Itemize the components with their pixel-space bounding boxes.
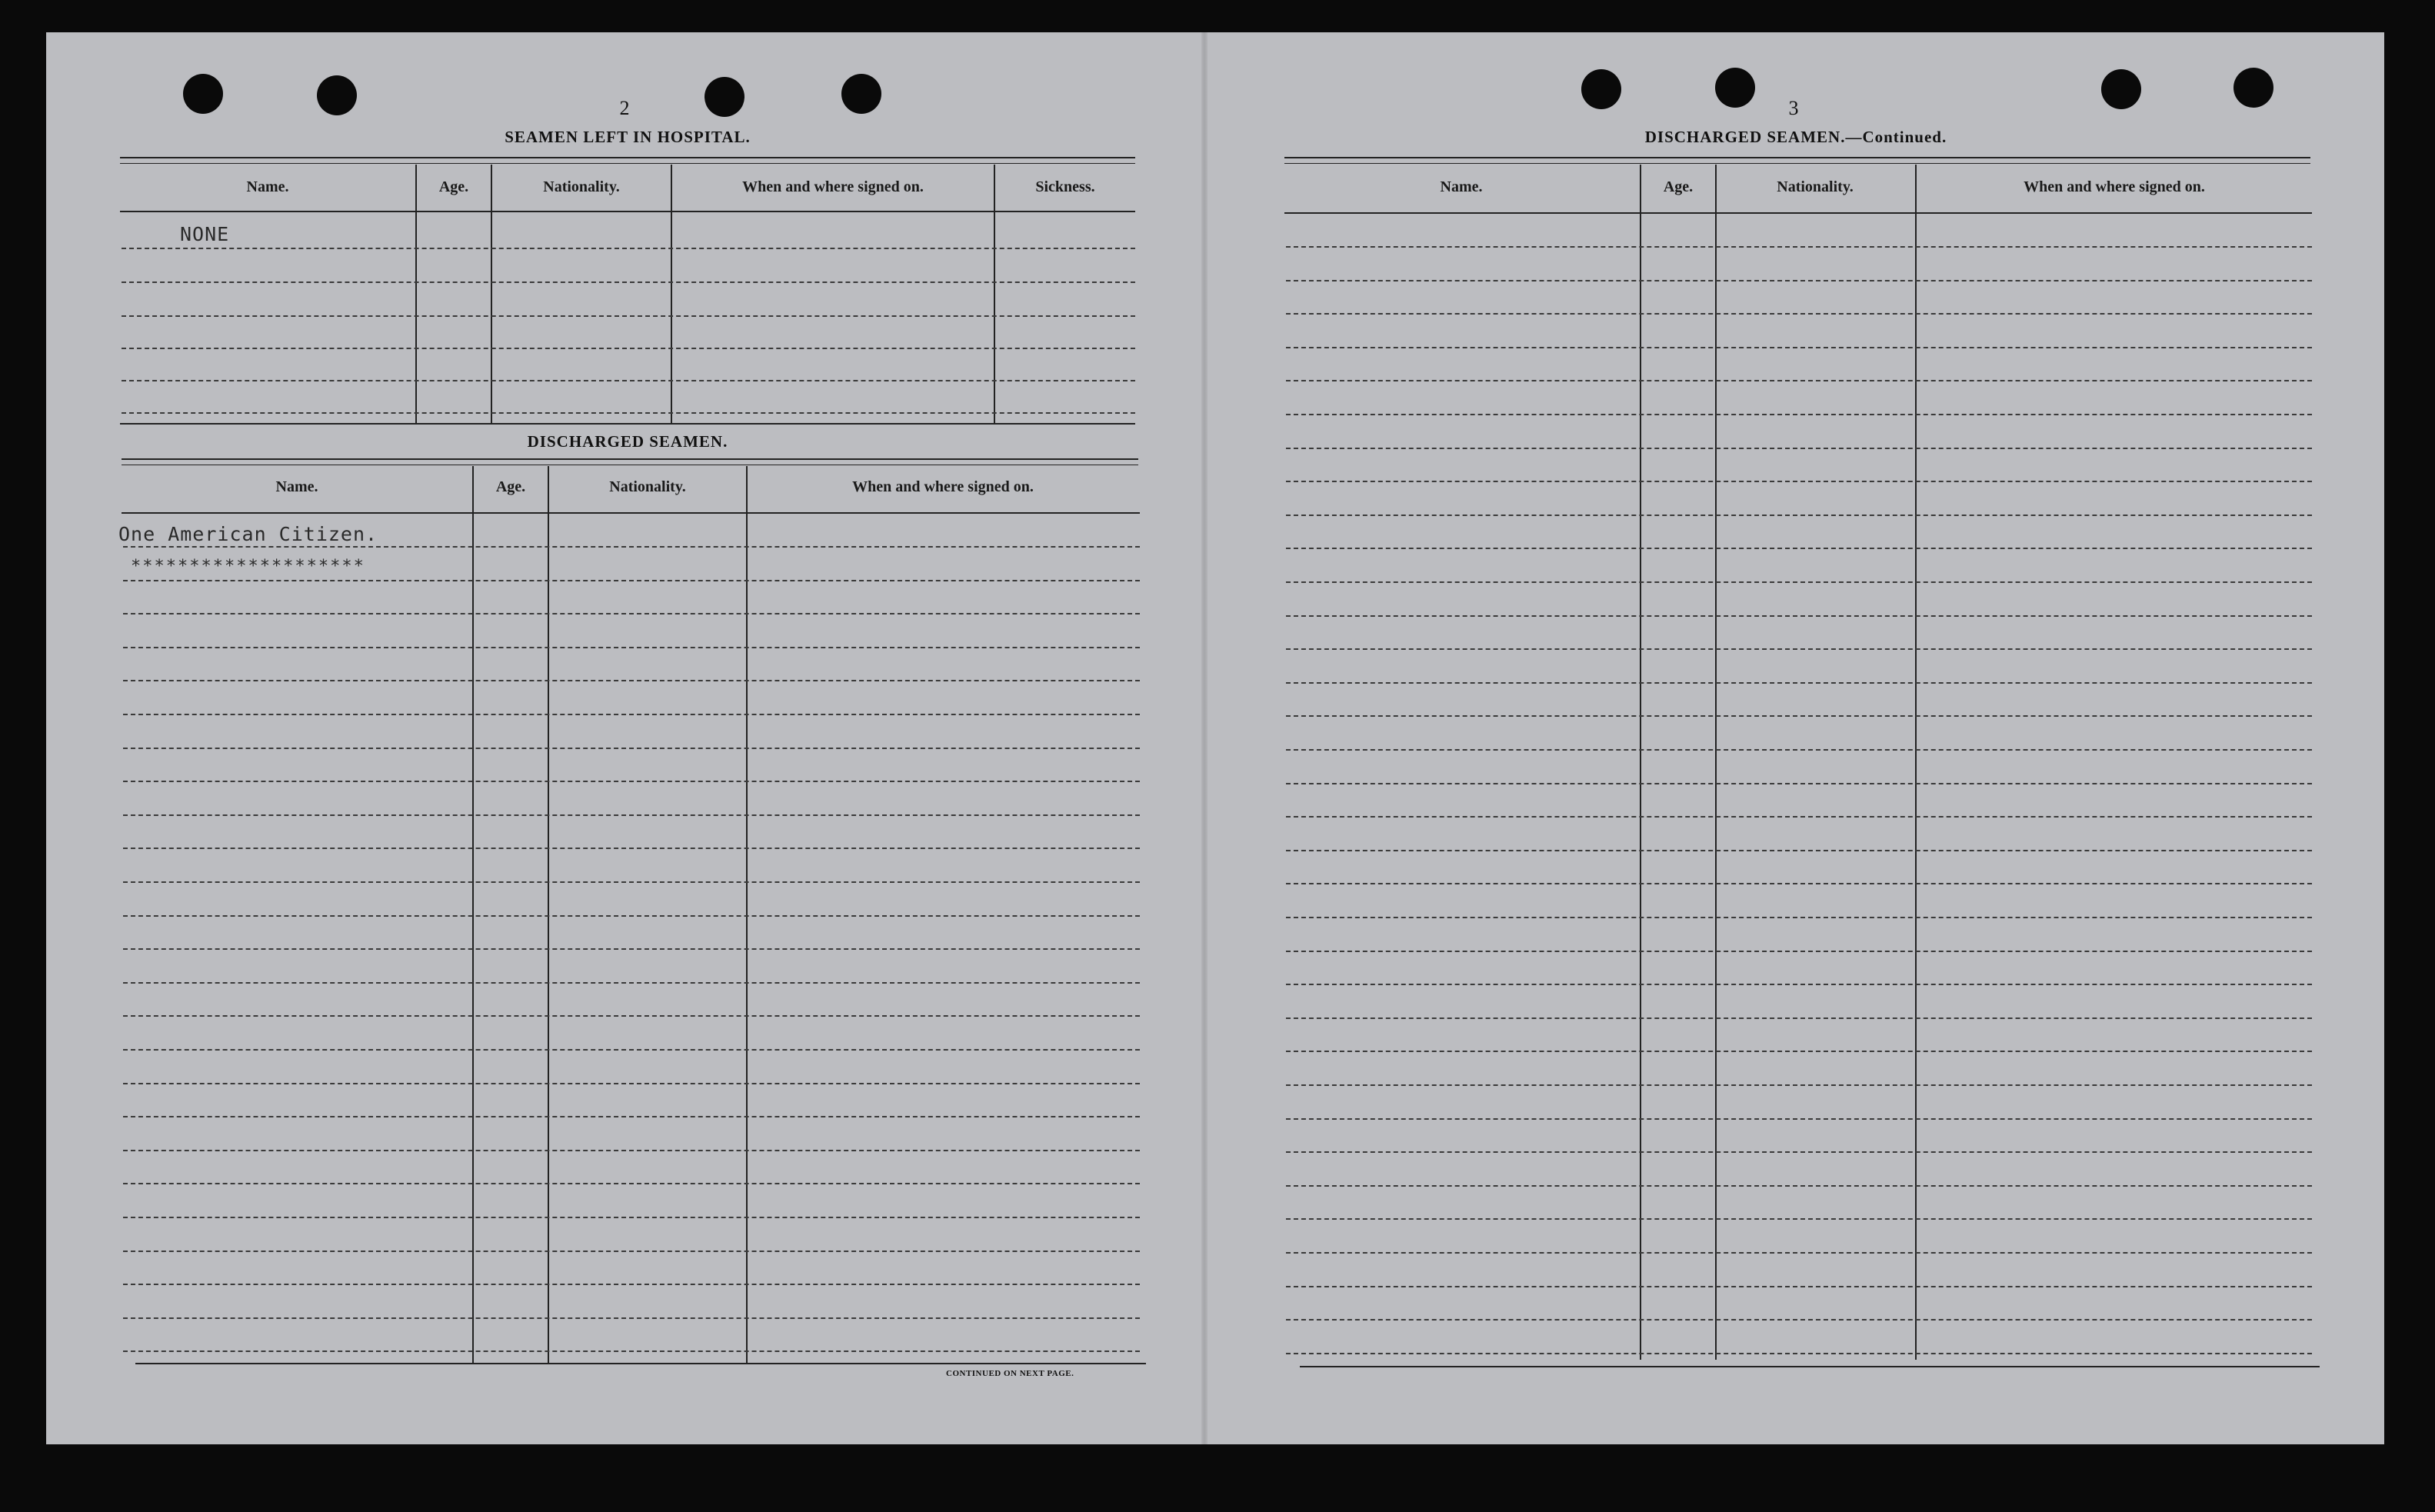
row-line bbox=[122, 380, 1135, 381]
row-line bbox=[123, 948, 1140, 950]
row-line bbox=[122, 248, 1135, 249]
column-divider bbox=[491, 165, 492, 423]
column-header-age: Age. bbox=[438, 178, 469, 195]
row-line bbox=[123, 1284, 1140, 1285]
row-line bbox=[1286, 715, 2312, 717]
row-line bbox=[1286, 850, 2312, 851]
column-header-nationality: Nationality. bbox=[1777, 178, 1854, 195]
row-line bbox=[123, 580, 1140, 581]
punch-hole bbox=[183, 74, 223, 114]
row-line bbox=[123, 748, 1140, 749]
row-line bbox=[123, 848, 1140, 849]
row-line bbox=[1286, 1185, 2312, 1187]
row-line bbox=[1286, 347, 2312, 348]
punch-hole bbox=[2233, 68, 2273, 108]
hospital-section-title: SEAMEN LEFT IN HOSPITAL. bbox=[505, 128, 751, 146]
row-line bbox=[1286, 682, 2312, 684]
row-line bbox=[123, 1217, 1140, 1218]
column-divider bbox=[1715, 165, 1717, 1360]
row-line bbox=[1286, 1017, 2312, 1019]
column-header-name: Name. bbox=[246, 178, 289, 195]
column-header-age: Age. bbox=[495, 478, 526, 495]
rule bbox=[1284, 157, 2310, 158]
row-line bbox=[1286, 951, 2312, 952]
column-header-name: Name. bbox=[1440, 178, 1483, 195]
column-divider bbox=[472, 466, 474, 1363]
punch-hole bbox=[1715, 68, 1755, 108]
row-line bbox=[123, 915, 1140, 917]
row-line bbox=[1286, 313, 2312, 315]
column-header-nationality: Nationality. bbox=[543, 178, 620, 195]
row-line bbox=[1286, 581, 2312, 583]
row-line bbox=[123, 1049, 1140, 1051]
row-line bbox=[1286, 481, 2312, 482]
row-line bbox=[1286, 749, 2312, 751]
rule bbox=[135, 1363, 1146, 1364]
row-line bbox=[1286, 1218, 2312, 1220]
row-line bbox=[1286, 1319, 2312, 1321]
discharged-entry-citizen: One American Citizen. bbox=[118, 523, 378, 545]
row-line bbox=[1286, 984, 2312, 985]
row-line bbox=[1286, 448, 2312, 449]
row-line bbox=[1286, 548, 2312, 549]
row-line bbox=[1286, 648, 2312, 650]
rule bbox=[122, 512, 1140, 514]
punch-hole bbox=[1581, 69, 1621, 109]
row-line bbox=[1286, 783, 2312, 784]
row-line bbox=[1286, 280, 2312, 281]
column-divider bbox=[1640, 165, 1641, 1360]
row-line bbox=[1286, 1084, 2312, 1086]
column-header-nationality: Nationality. bbox=[609, 478, 686, 495]
column-divider bbox=[548, 466, 549, 1363]
discharged-section-title: DISCHARGED SEAMEN. bbox=[527, 432, 728, 451]
row-line bbox=[123, 1116, 1140, 1117]
row-line bbox=[123, 1150, 1140, 1151]
column-header-signed-on: When and where signed on. bbox=[852, 478, 1034, 495]
left-page-number: 2 bbox=[619, 97, 630, 119]
column-divider bbox=[994, 165, 995, 423]
rule bbox=[1284, 212, 2312, 214]
column-header-signed-on: When and where signed on. bbox=[742, 178, 924, 195]
row-line bbox=[123, 714, 1140, 715]
row-line bbox=[1286, 1286, 2312, 1287]
column-divider bbox=[746, 466, 748, 1363]
hospital-entry-none: NONE bbox=[180, 223, 230, 245]
row-line bbox=[123, 1183, 1140, 1184]
row-line bbox=[123, 1083, 1140, 1084]
row-line bbox=[123, 546, 1140, 548]
row-line bbox=[1286, 917, 2312, 918]
row-line bbox=[1286, 246, 2312, 248]
row-line bbox=[1286, 883, 2312, 884]
row-line bbox=[1286, 1353, 2312, 1354]
discharged-entry-asterisks: ******************** bbox=[131, 557, 365, 576]
punch-hole bbox=[705, 77, 744, 117]
row-line bbox=[123, 1350, 1140, 1352]
column-divider bbox=[671, 165, 672, 423]
row-line bbox=[1286, 1118, 2312, 1120]
column-header-age: Age. bbox=[1663, 178, 1694, 195]
row-line bbox=[122, 281, 1135, 283]
right-page-number: 3 bbox=[1788, 97, 1799, 119]
rule bbox=[120, 423, 1135, 425]
rule bbox=[1284, 163, 2310, 164]
column-header-signed-on: When and where signed on. bbox=[2024, 178, 2205, 195]
row-line bbox=[123, 680, 1140, 681]
punch-hole bbox=[317, 75, 357, 115]
row-line bbox=[122, 348, 1135, 349]
row-line bbox=[1286, 615, 2312, 617]
document-sheet bbox=[46, 32, 2384, 1444]
row-line bbox=[123, 781, 1140, 782]
row-line bbox=[123, 982, 1140, 984]
column-divider bbox=[415, 165, 417, 423]
continued-note: CONTINUED ON NEXT PAGE. bbox=[946, 1369, 1074, 1378]
row-line bbox=[1286, 816, 2312, 818]
punch-hole bbox=[2101, 69, 2141, 109]
row-line bbox=[123, 881, 1140, 883]
punch-hole bbox=[841, 74, 881, 114]
row-line bbox=[123, 647, 1140, 648]
column-header-name: Name. bbox=[275, 478, 318, 495]
row-line bbox=[1286, 515, 2312, 516]
page-fold bbox=[1201, 32, 1208, 1444]
row-line bbox=[1286, 380, 2312, 381]
column-header-sickness: Sickness. bbox=[1035, 178, 1095, 195]
rule bbox=[120, 211, 1135, 212]
right-section-title: DISCHARGED SEAMEN.—Continued. bbox=[1644, 128, 1947, 146]
row-line bbox=[1286, 1252, 2312, 1254]
row-line bbox=[123, 1251, 1140, 1252]
row-line bbox=[1286, 414, 2312, 415]
row-line bbox=[122, 412, 1135, 414]
column-divider bbox=[1915, 165, 1917, 1360]
row-line bbox=[1286, 1151, 2312, 1153]
row-line bbox=[123, 814, 1140, 816]
row-line bbox=[123, 1015, 1140, 1017]
row-line bbox=[123, 613, 1140, 614]
row-line bbox=[122, 315, 1135, 317]
row-line bbox=[1286, 1051, 2312, 1052]
rule bbox=[122, 458, 1138, 460]
rule bbox=[120, 163, 1135, 164]
rule bbox=[1300, 1366, 2320, 1367]
row-line bbox=[123, 1317, 1140, 1319]
rule bbox=[120, 157, 1135, 158]
